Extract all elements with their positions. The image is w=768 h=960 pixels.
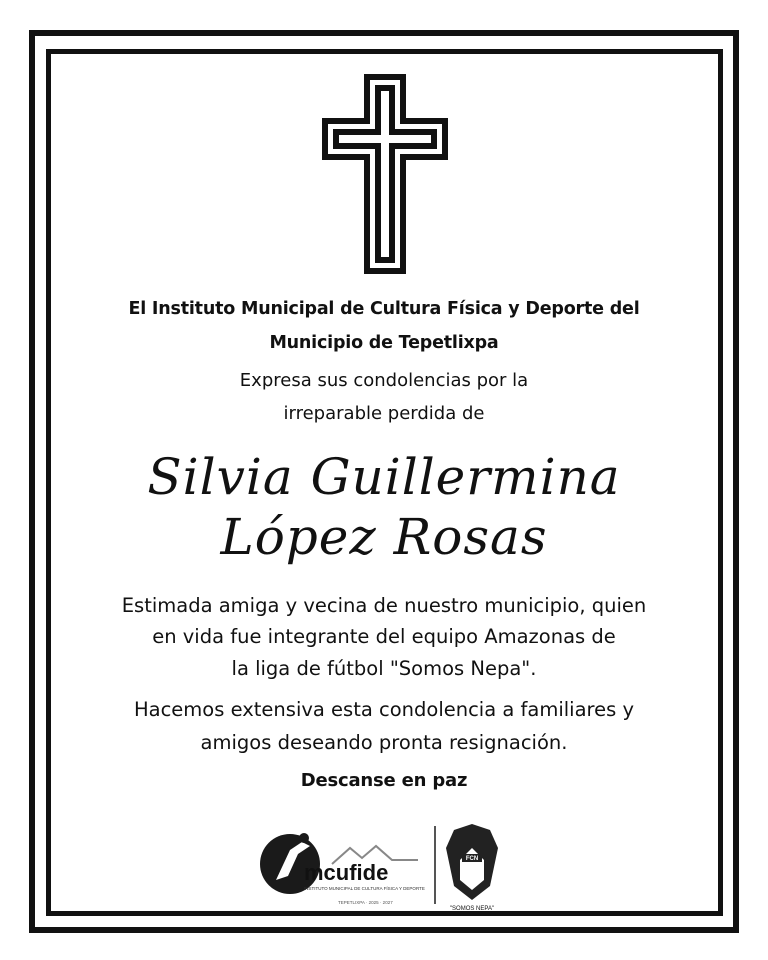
deceased-name-line-1: Silvia Guillermina: [147, 448, 621, 506]
heading-line-1: El Instituto Municipal de Cultura Física y Deporte del: [128, 299, 640, 319]
body-line-3: la liga de fútbol "Somos Nepa".: [231, 657, 537, 680]
imcufide-footer: TEPETLIXPA · 2025 · 2027: [338, 900, 393, 905]
intro-line-1: Expresa sus condolencias por la: [239, 370, 529, 391]
closing-text: Descanse en paz: [300, 770, 468, 791]
nepa-badge-text: FCN: [465, 856, 479, 862]
logo-divider: [434, 826, 436, 904]
heading-line-2: Municipio de Tepetlixpa: [269, 333, 499, 353]
imcufide-subtitle: INSTITUTO MUNICIPAL DE CULTURA FÍSICA Y DEPORTE: [304, 886, 425, 891]
body-line-1: Estimada amiga y vecina de nuestro municipio, quien: [121, 594, 647, 617]
logos-row: [258, 820, 518, 910]
nepa-wordmark: "SOMOS NEPA": [449, 906, 495, 910]
cross-icon: [322, 74, 448, 274]
body-line-2: en vida fue integrante del equipo Amazonas de: [152, 625, 616, 648]
deceased-name-line-2: López Rosas: [220, 508, 548, 566]
imcufide-wordmark: mcufide: [304, 860, 389, 885]
body-line-4: Hacemos extensiva esta condolencia a familiares y: [133, 698, 635, 721]
body-line-5: amigos deseando pronta resignación.: [200, 731, 568, 754]
imcufide-logo: [260, 833, 425, 905]
somos-nepa-logo: [446, 824, 498, 910]
intro-line-2: irreparable perdida de: [283, 403, 485, 424]
